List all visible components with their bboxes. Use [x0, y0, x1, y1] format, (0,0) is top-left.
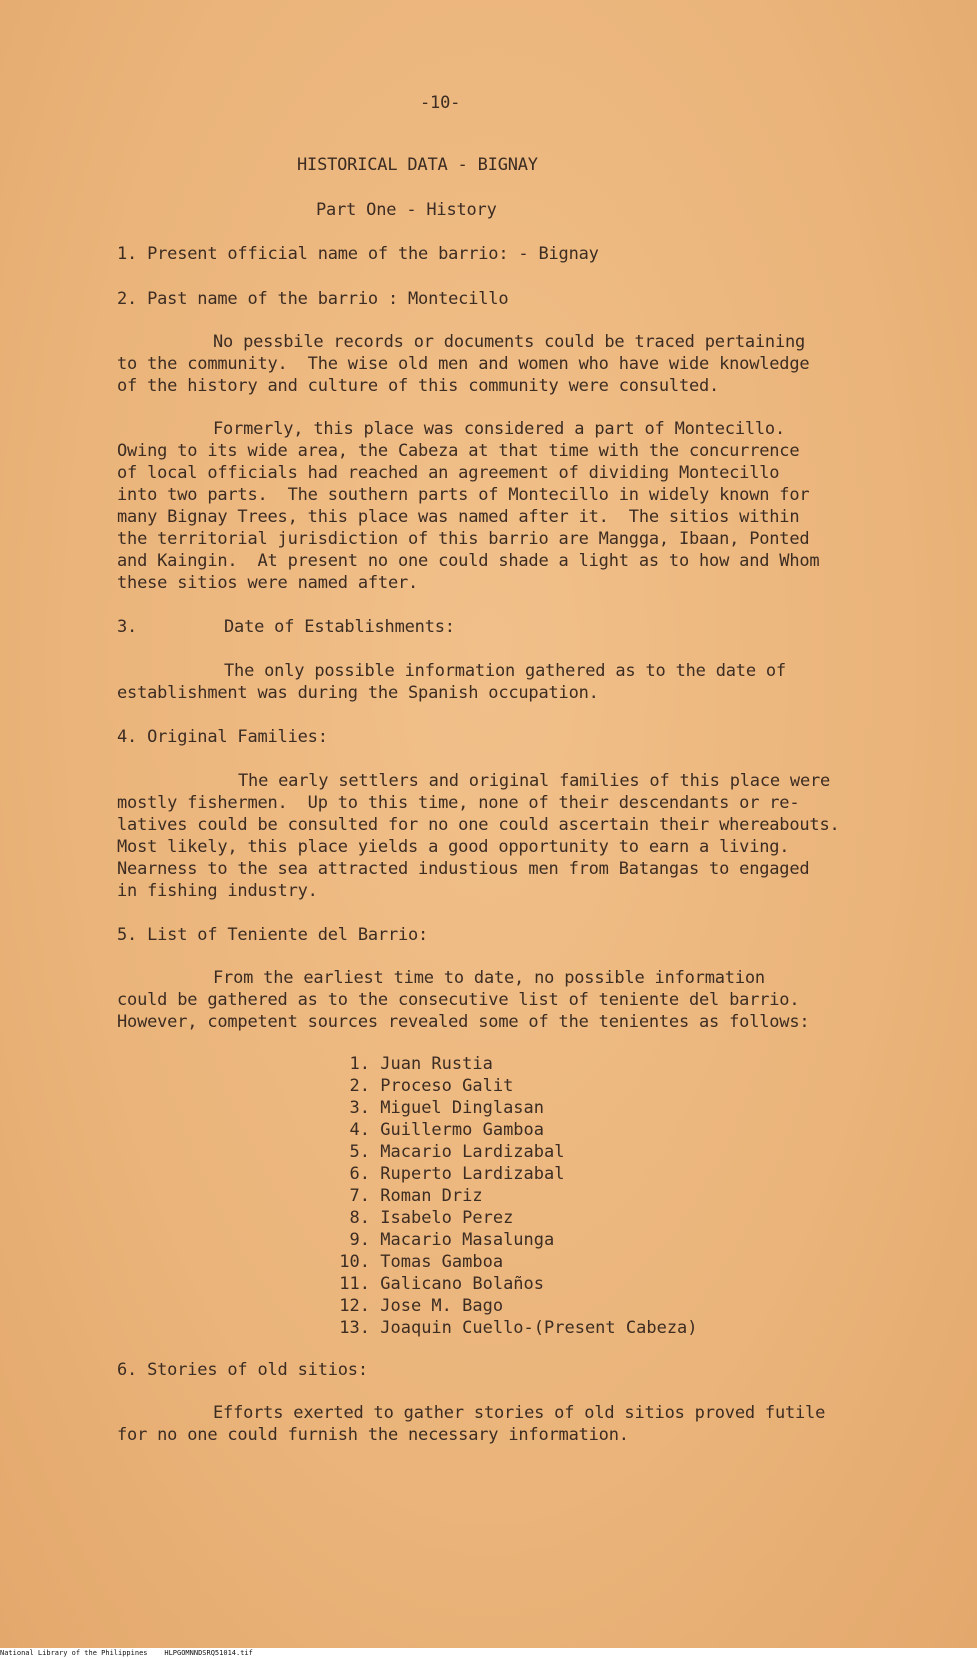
list-item-number: 7.: [349, 1186, 370, 1206]
list-item-number: 11.: [339, 1274, 370, 1294]
para4-line: Nearness to the sea attracted industious men from Batangas to engaged: [117, 859, 810, 879]
list-item: [330, 1273, 544, 1295]
item-1-official-name: 1. Present official name of the barrio: - Bignay: [117, 244, 599, 264]
item-3-label: Date of Establishments:: [224, 617, 455, 637]
item-2-past-name: 2. Past name of the barrio : Montecillo: [117, 289, 509, 309]
list-item-number: 2.: [349, 1076, 370, 1096]
item-5-teniente-list: 5. List of Teniente del Barrio:: [117, 925, 429, 945]
para2-line: of local officials had reached an agreement of dividing Montecillo: [117, 463, 780, 483]
item-4-original-families: 4. Original Families:: [117, 727, 328, 747]
list-item-name: Macario Masalunga: [380, 1230, 555, 1250]
para4-line: mostly fishermen. Up to this time, none of their descendants or re-: [117, 793, 800, 813]
para5-line: could be gathered as to the consecutive list of teniente del barrio.: [117, 990, 800, 1010]
para4-line: Most likely, this place yields a good opportunity to earn a living.: [117, 837, 790, 857]
list-item-number: 4.: [349, 1120, 370, 1140]
para2-line: many Bignay Trees, this place was named after it. The sitios within: [117, 507, 800, 527]
document-title: HISTORICAL DATA - BIGNAY: [297, 155, 538, 175]
para6-line: for no one could furnish the necessary information.: [117, 1425, 629, 1445]
scan-footer-text: National Library of the Philippines HLPGOMNNDSRQ51014.tif: [0, 1649, 253, 1657]
para2-line: the territorial jurisdiction of this barrio are Mangga, Ibaan, Ponted: [117, 529, 810, 549]
para2-line: and Kaingin. At present no one could shade a light as to how and Whom: [117, 551, 820, 571]
list-item-name: Juan Rustia: [380, 1054, 493, 1074]
list-item: [330, 1163, 564, 1185]
list-item: [330, 1207, 513, 1229]
list-item-number: 8.: [349, 1208, 370, 1228]
para6-line: Efforts exerted to gather stories of old sitios proved futile: [213, 1403, 826, 1423]
list-item: [330, 1185, 483, 1207]
list-item-name: Miguel Dinglasan: [380, 1098, 545, 1118]
para1-line: to the community. The wise old men and women who have wide knowledge: [117, 354, 810, 374]
list-item-name: Macario Lardizabal: [380, 1142, 565, 1162]
para2-line: Owing to its wide area, the Cabeza at that time with the concurrence: [117, 441, 800, 461]
list-item-number: 6.: [349, 1164, 370, 1184]
para4-line: latives could be consulted for no one could ascertain their whereabouts.: [117, 815, 840, 835]
list-item-number: 1.: [349, 1054, 370, 1074]
para2-line: into two parts. The southern parts of Montecillo in widely known for: [117, 485, 810, 505]
list-item-number: 5.: [349, 1142, 370, 1162]
list-item-number: 10.: [339, 1252, 370, 1272]
para2-line: these sitios were named after.: [117, 573, 419, 593]
list-item-name: Isabelo Perez: [380, 1208, 514, 1228]
list-item: [330, 1229, 554, 1251]
list-item-name: Joaquin Cuello-(Present Cabeza): [380, 1318, 698, 1338]
para3-line: establishment was during the Spanish occupation.: [117, 683, 599, 703]
list-item: [330, 1251, 503, 1273]
document-subtitle: Part One - History: [316, 200, 497, 220]
page-number: -10-: [420, 93, 461, 113]
item-6-stories: 6. Stories of old sitios:: [117, 1360, 368, 1380]
list-item: [330, 1053, 493, 1075]
para3-line: The only possible information gathered as to the date of: [224, 661, 786, 681]
list-item: [330, 1075, 513, 1097]
list-item-name: Ruperto Lardizabal: [380, 1164, 565, 1184]
list-item: [330, 1097, 544, 1119]
list-item-name: Proceso Galit: [380, 1076, 514, 1096]
list-item-number: 3.: [349, 1098, 370, 1118]
para4-line: The early settlers and original families of this place were: [238, 771, 831, 791]
list-item: [330, 1295, 503, 1317]
list-item-name: Roman Driz: [380, 1186, 483, 1206]
list-item: [330, 1317, 698, 1339]
list-item-number: 13.: [339, 1318, 370, 1338]
para4-line: in fishing industry.: [117, 881, 318, 901]
list-item-name: Tomas Gamboa: [380, 1252, 504, 1272]
para5-line: However, competent sources revealed some of the tenientes as follows:: [117, 1012, 810, 1032]
para1-line: of the history and culture of this community were consulted.: [117, 376, 720, 396]
list-item-name: Guillermo Gamboa: [380, 1120, 545, 1140]
item-3-number: 3.: [117, 617, 138, 637]
list-item-number: 9.: [349, 1230, 370, 1250]
list-item-name: Jose M. Bago: [380, 1296, 504, 1316]
para5-line: From the earliest time to date, no possible information: [213, 968, 765, 988]
para1-line: No pessbile records or documents could be traced pertaining: [213, 332, 806, 352]
list-item: [330, 1119, 544, 1141]
list-item-number: 12.: [339, 1296, 370, 1316]
para2-line: Formerly, this place was considered a part of Montecillo.: [213, 419, 785, 439]
list-item: [330, 1141, 564, 1163]
list-item-name: Galicano Bolaños: [380, 1274, 545, 1294]
